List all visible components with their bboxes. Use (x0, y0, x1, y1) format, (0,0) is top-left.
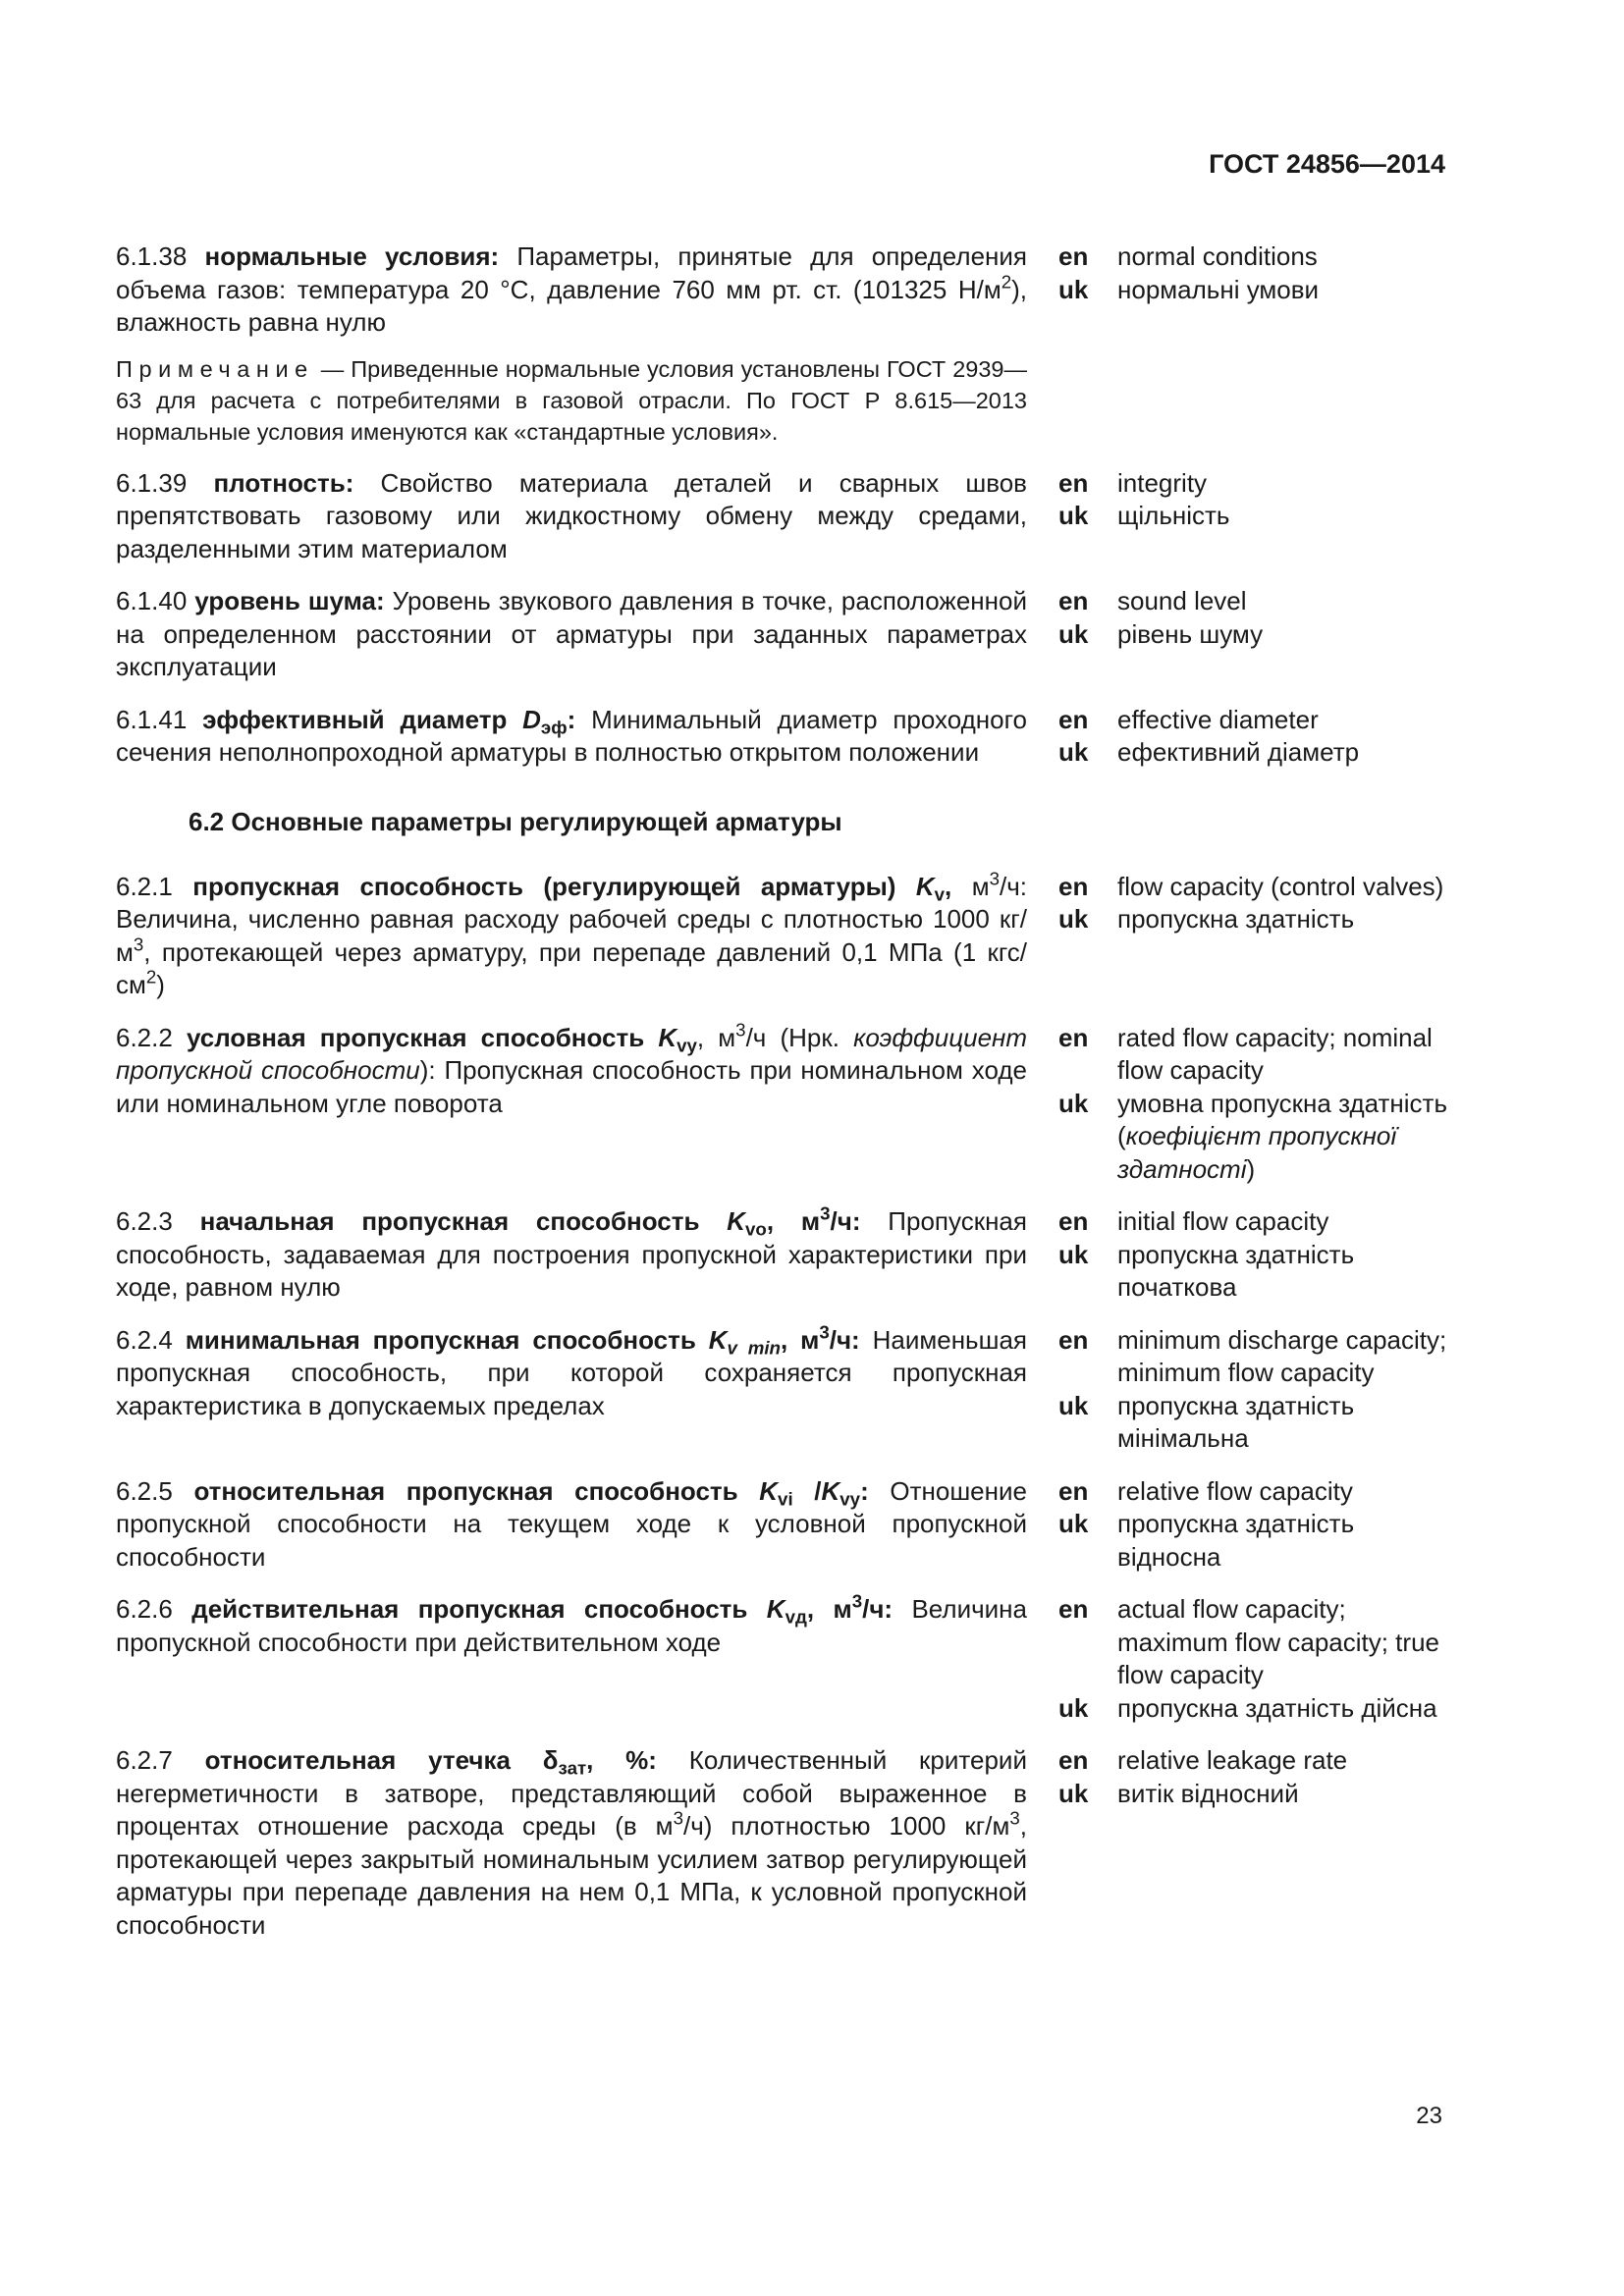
term-symbol: K (766, 1594, 785, 1624)
term-symbol-subscript: зат (558, 1757, 587, 1779)
term-number: 6.2.3 (116, 1206, 200, 1236)
definition-text: Минимальный диаметр проходного сечения неполнопроходной арматуры в полностью открытом положении (116, 704, 1027, 767)
term-unit-end: /ч (Нрк. (745, 1022, 854, 1052)
term-symbol-subscript: vo (745, 1218, 767, 1240)
equivalents (1058, 1593, 1461, 1725)
term-name: эффективный диаметр (202, 704, 523, 734)
superscript: 3 (1009, 1807, 1020, 1829)
term-definition (116, 1475, 1027, 1575)
term-symbol-subscript: v (934, 883, 946, 905)
term-symbol-2-subscript: vy (839, 1488, 861, 1510)
equivalent-en (1058, 1475, 1461, 1509)
superscript: 3 (133, 934, 144, 955)
term-unit: м (800, 1324, 820, 1355)
lang-code-uk: uk (1058, 618, 1089, 649)
definition-text-end: , протекающей через закрытый номинальным усилием затвор регулирующей арматуры при перепаде давления на нем 0,1 МПа, к условной пропускной способности (116, 1811, 1027, 1940)
equivalents (1058, 1324, 1461, 1456)
term-symbol-separator: / (792, 1475, 822, 1506)
term-definition (116, 585, 1027, 684)
equivalents (1058, 704, 1461, 770)
lang-code-uk: uk (1058, 1239, 1089, 1269)
unit-superscript: 3 (820, 1202, 831, 1224)
equivalent-uk-text: пропускна здатність дійсна (1117, 1692, 1437, 1723)
term-symbol: K (727, 1206, 746, 1236)
term-unit-end: /ч: (999, 871, 1027, 901)
term-name-end: , %: (586, 1745, 657, 1775)
equivalent-uk-text: пропускна здатність початкова (1117, 1239, 1355, 1302)
term-name-end: , (696, 1022, 705, 1052)
definition-text: Отношение пропускной способности на текущем ходе к условной пропускной способности (116, 1475, 1027, 1572)
page-number: 23 (1416, 2103, 1442, 2129)
term-symbol-subscript: эф (540, 717, 568, 738)
equivalent-uk-text: пропускна здатність мінімальна (1117, 1390, 1355, 1453)
equivalent-uk (1058, 1692, 1461, 1726)
document-header: ГОСТ 24856—2014 (1209, 149, 1445, 179)
equivalent-en (1058, 240, 1461, 274)
equivalent-uk (1058, 1508, 1461, 1574)
term-name: минимальная пропускная способность (185, 1324, 709, 1355)
term-name-end: : (860, 1475, 869, 1506)
superscript: 2 (145, 966, 157, 988)
term-symbol: K (759, 1475, 779, 1506)
term-unit: м (833, 1594, 852, 1624)
definition-text: Свойство материала деталей и сварных швов препятствовать газовому или жидкостному обмену между средами, разделенными этим материалом (116, 467, 1027, 563)
lang-code-en: en (1058, 1206, 1089, 1236)
lang-code-en: en (1058, 704, 1089, 734)
equivalent-uk (1058, 274, 1461, 307)
term-unit-end: /ч: (830, 1206, 861, 1236)
lang-code-uk: uk (1058, 1778, 1089, 1808)
term-definition (116, 1590, 1027, 1725)
lang-code-en: en (1058, 241, 1089, 271)
lang-code-uk: uk (1058, 1088, 1089, 1118)
term-number: 6.2.7 (116, 1745, 205, 1775)
definition-text-mid: , протекающей через арматуру, при перепаде давлений 0,1 МПа (1 кгс/см (116, 936, 1027, 999)
definition-text: Величина, численно равная расходу рабочей среды с плотностью 1000 кг/м (116, 904, 1027, 967)
definition-text-end: ) (156, 970, 165, 999)
term-symbol: D (522, 704, 541, 734)
equivalent-en (1058, 1744, 1461, 1778)
lang-code-en: en (1058, 1324, 1089, 1355)
equivalent-en (1058, 1022, 1461, 1088)
equivalents (1058, 1022, 1461, 1187)
definition-text: Наименьшая пропускная способность, при которой сохраняется пропускная характеристика в допускаемых пределах (116, 1324, 1027, 1420)
term-definition (116, 1321, 1027, 1456)
equivalents (1058, 1475, 1461, 1575)
definition-text: Величина пропускной способности при действительном ходе (116, 1594, 1027, 1657)
definition-text: ): Пропускная способность при номинальном ходе или номинальном угле поворота (116, 1055, 1027, 1118)
term-number: 6.2.4 (116, 1324, 186, 1355)
term-number: 6.1.40 (116, 586, 195, 615)
equivalent-en-text: sound level (1117, 586, 1247, 615)
term-name: относительная утечка (204, 1745, 543, 1775)
equivalents (1058, 871, 1461, 1002)
equivalent-uk (1058, 1390, 1461, 1456)
term-entry-6-2-7 (116, 1744, 1461, 1942)
definition-text: Количественный критерий негерметичности в затворе, представляющий собой выраженное в процентах отношение расхода среды (в м (116, 1745, 1027, 1841)
equivalent-en (1058, 1324, 1461, 1390)
term-definition (116, 868, 1027, 1002)
definition-text-end: ), влажность равна нулю (116, 274, 1027, 337)
term-name-end: , (780, 1324, 788, 1355)
lang-code-en: en (1058, 871, 1089, 901)
unit-superscript: 3 (735, 1019, 746, 1041)
term-entry-6-1-38 (116, 240, 1461, 340)
equivalent-en-text: normal conditions (1117, 241, 1318, 271)
equivalent-en (1058, 704, 1461, 737)
term-entry-6-1-41 (116, 704, 1461, 770)
lang-code-uk: uk (1058, 274, 1089, 304)
equivalent-uk (1058, 736, 1461, 770)
equivalent-uk-text: витік відносний (1117, 1778, 1299, 1808)
equivalent-en-text: minimum discharge capacity; minimum flow capacity (1117, 1324, 1447, 1387)
term-entry-6-2-2 (116, 1019, 1461, 1187)
deprecated-term: коэффициент пропускной способности (116, 1022, 1027, 1085)
term-definition (116, 1019, 1027, 1187)
term-symbol: K (915, 871, 935, 901)
term-unit: м (800, 1206, 821, 1236)
term-name: уровень шума: (194, 586, 385, 615)
lang-code-uk: uk (1058, 501, 1089, 530)
term-entry-6-2-5 (116, 1475, 1461, 1575)
term-symbol-2: K (821, 1475, 840, 1506)
term-definition (116, 1202, 1027, 1305)
equivalent-en-text: relative flow capacity (1117, 1475, 1353, 1506)
equivalent-uk-text: пропускна здатність відносна (1117, 1509, 1355, 1572)
equivalent-en (1058, 467, 1461, 501)
lang-code-uk: uk (1058, 737, 1089, 767)
term-symbol: δ (542, 1745, 559, 1775)
term-number: 6.1.39 (116, 467, 214, 498)
term-symbol: K (658, 1022, 677, 1052)
term-entry-6-1-39 (116, 467, 1461, 566)
term-entry-6-2-6 (116, 1590, 1461, 1725)
equivalents (1058, 1744, 1461, 1942)
term-symbol-subscript: vi (778, 1488, 793, 1510)
term-number: 6.2.6 (116, 1594, 192, 1624)
term-number: 6.2.1 (116, 871, 193, 901)
equivalent-uk (1058, 903, 1461, 936)
lang-code-uk: uk (1058, 1692, 1089, 1723)
term-unit: м (718, 1022, 736, 1052)
term-name-end: : (567, 704, 576, 734)
equivalent-uk-text: ефективний діаметр (1117, 737, 1360, 767)
uk-text-end: ) (1246, 1153, 1256, 1184)
term-name: относительная пропускная способность (193, 1475, 760, 1506)
term-entry-6-2-4 (116, 1321, 1461, 1456)
equivalents (1058, 240, 1461, 340)
equivalent-en-text: effective diameter (1117, 704, 1319, 734)
equivalent-uk (1058, 500, 1461, 533)
note-label: Примечание (116, 355, 314, 382)
document-body (116, 240, 1461, 1961)
term-symbol-subscript: vy (677, 1035, 697, 1056)
equivalent-en (1058, 1205, 1461, 1239)
equivalent-en-text: rated flow capacity; nominal flow capacity (1117, 1022, 1433, 1085)
equivalent-uk (1058, 1088, 1461, 1187)
term-number: 6.1.41 (116, 704, 203, 734)
equivalent-uk (1058, 1239, 1461, 1305)
term-name-end: , (806, 1594, 815, 1624)
note-6-1-38 (116, 353, 1027, 448)
equivalent-uk-text: рівень шуму (1117, 618, 1264, 649)
term-unit-end: /ч: (829, 1324, 860, 1355)
term-symbol: K (708, 1324, 728, 1355)
term-definition (116, 704, 1027, 770)
equivalent-en-text: relative leakage rate (1117, 1745, 1348, 1775)
lang-code-en: en (1058, 467, 1089, 498)
equivalent-en-text: initial flow capacity (1117, 1206, 1329, 1236)
term-name-end: , (766, 1206, 775, 1236)
term-definition (116, 1744, 1027, 1942)
equivalents (1058, 585, 1461, 684)
term-entry-6-1-40 (116, 585, 1461, 684)
equivalent-en-text: integrity (1117, 467, 1208, 498)
unit-superscript: 3 (989, 868, 1000, 889)
term-symbol-subscript: v min (727, 1337, 781, 1359)
uk-deprecated-term: коефіцієнт пропускної здатності (1117, 1121, 1397, 1184)
term-entry-6-2-1 (116, 868, 1461, 1002)
definition-text-mid: /ч) плотностью 1000 кг/м (682, 1811, 1010, 1841)
equivalent-uk-text: нормальні умови (1117, 274, 1320, 304)
equivalents (1058, 1205, 1461, 1305)
term-number: 6.2.2 (116, 1022, 187, 1052)
lang-code-en: en (1058, 1594, 1089, 1624)
term-name: пропускная способность (регулирующей арматуры) (192, 871, 916, 901)
note-text: — Приведенные нормальные условия установлены ГОСТ 2939—63 для расчета с потребителями в газовой отрасли. По ГОСТ Р 8.615—2013 нормальные условия именуются как «стандартные условия». (116, 355, 1027, 445)
definition-text: Уровень звукового давления в точке, расположенной на определенном расстоянии от арматуры при заданных параметрах эксплуатации (116, 586, 1027, 681)
equivalent-en-text: flow capacity (control valves) (1117, 871, 1444, 901)
section-heading-6-2: 6.2 Основные параметры регулирующей арматуры (189, 806, 842, 836)
term-name: нормальные условия: (204, 241, 500, 271)
term-name: условная пропускная способность (186, 1022, 659, 1052)
superscript: 2 (1001, 271, 1012, 293)
equivalent-uk (1058, 618, 1461, 652)
lang-code-uk: uk (1058, 1509, 1089, 1538)
term-number: 6.2.5 (116, 1475, 194, 1506)
equivalent-en-text: actual flow capacity; maximum flow capacity; true flow capacity (1117, 1594, 1439, 1689)
lang-code-en: en (1058, 1022, 1089, 1052)
term-name: действительная пропускная способность (191, 1594, 767, 1624)
term-name: плотность: (213, 467, 354, 498)
equivalent-en (1058, 1593, 1461, 1692)
equivalent-uk-text: щільність (1117, 501, 1230, 530)
lang-code-en: en (1058, 1475, 1089, 1506)
superscript: 3 (673, 1807, 683, 1829)
equivalent-uk (1058, 1778, 1461, 1811)
term-name-end: , (945, 871, 952, 901)
unit-superscript: 3 (851, 1590, 863, 1612)
term-name: начальная пропускная способность (199, 1206, 728, 1236)
term-definition (116, 467, 1027, 566)
term-entry-6-2-3 (116, 1202, 1461, 1305)
equivalent-uk-text (1117, 1088, 1461, 1187)
equivalent-uk-text: пропускна здатність (1117, 904, 1355, 934)
lang-code-uk: uk (1058, 904, 1089, 934)
definition-text: Пропускная способность, задаваемая для построения пропускной характеристики при ходе, равном нулю (116, 1206, 1027, 1302)
term-symbol-subscript: vд (785, 1606, 807, 1628)
lang-code-en: en (1058, 586, 1089, 615)
term-unit-end: /ч: (862, 1594, 893, 1624)
definition-text: Параметры, принятые для определения объема газов: температура 20 °С, давление 760 мм рт. ст. (101325 Н/м (116, 241, 1027, 304)
term-unit: м (971, 871, 990, 901)
equivalent-en (1058, 871, 1461, 904)
uk-text-start: умовна пропускна здатність ( (1117, 1088, 1448, 1150)
term-number: 6.1.38 (116, 241, 205, 271)
equivalents (1058, 467, 1461, 566)
equivalent-en (1058, 585, 1461, 618)
lang-code-en: en (1058, 1745, 1089, 1775)
term-definition (116, 240, 1027, 340)
lang-code-uk: uk (1058, 1390, 1089, 1420)
unit-superscript: 3 (819, 1321, 830, 1343)
